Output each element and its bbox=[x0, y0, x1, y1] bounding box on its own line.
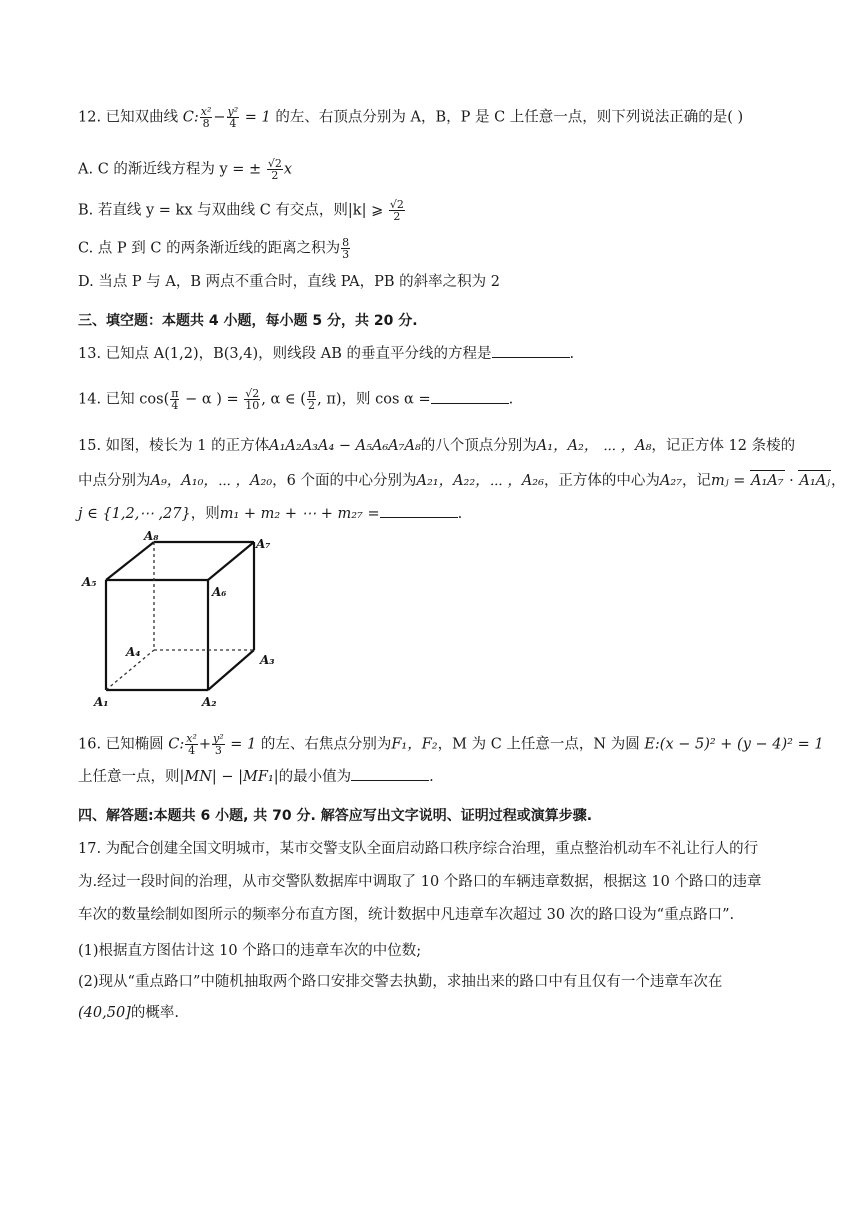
q17-line-1: 17. 为配合创建全国文明城市，某市交警支队全面启动路口秩序综合治理，重点整治机动车不礼让行人的行 bbox=[78, 841, 759, 857]
q12-option-a: A. C 的渐近线方程为 y = ± $\frac{√2}{2}$ x bbox=[78, 157, 293, 182]
q12-option-d: D. 当点 P 与 A，B 两点不重合时，直线 PA，PB 的斜率之积为 2 bbox=[78, 274, 501, 290]
fraction: $\frac{√2}{10}$ bbox=[245, 387, 260, 412]
vector-a1a7: A₁A₇ bbox=[750, 470, 785, 491]
q12-option-b: B. 若直线 y = kx 与双曲线 C 有交点，则|k| ⩾ $\frac{√2}{2}$ bbox=[78, 198, 404, 223]
answer-blank bbox=[380, 503, 458, 518]
fraction: $\frac{√2}{2}$ bbox=[389, 198, 404, 223]
vector-a1aj: A₁Aⱼ bbox=[798, 470, 831, 491]
q16-line-1: 16. 已知椭圆 C: $\frac{\text{x²}}{4}$ + $\frac{\text{y²}}{3}$ = 1 的左、右焦点分别为F₁，F₂，M 为 C 上任意一点，N 为圆 E:(x − 5)² + (y − 4)² = 1 bbox=[78, 732, 824, 757]
cube-edge bbox=[106, 542, 154, 580]
q16-line-2: 上任意一点，则|MN| − |MF₁|的最小值为 . bbox=[78, 766, 790, 787]
q17-line-3: 车次的数量绘制如图所示的频率分布直方图，统计数据中凡违章车次超过 30 次的路口设为“重点路口”. bbox=[78, 907, 735, 923]
answer-blank bbox=[431, 389, 509, 404]
cube-label: A₈ bbox=[144, 530, 159, 543]
cube-label: A₆ bbox=[212, 585, 227, 599]
q17-part-2: (2)现从“重点路口”中随机抽取两个路口安排交警去执勤，求抽出来的路口中有且仅有一个违章车次在 bbox=[78, 974, 723, 990]
fraction: $\frac{\text{x²}}{4}$ bbox=[186, 732, 197, 757]
section-heading-fill-in: 三、填空题：本题共 4 小题，每小题 5 分，共 20 分. bbox=[78, 313, 418, 329]
cube-label: A₇ bbox=[256, 537, 271, 551]
fraction: $\frac{\text{y²}}{4}$ bbox=[227, 105, 239, 130]
cube-label: A₅ bbox=[82, 575, 97, 589]
q17-line-2: 为.经过一段时间的治理，从市交警队数据库中调取了 10 个路口的车辆违章数据，根据这 10 个路口的违章 bbox=[78, 874, 762, 890]
fraction: $\frac{\pi}{4}$ bbox=[171, 387, 179, 412]
fraction: $\frac{\pi}{2}$ bbox=[307, 387, 316, 412]
q17-part-2-cont: (40,50]的概率. bbox=[78, 1005, 179, 1021]
cube-figure bbox=[74, 530, 284, 710]
q14-stem: 14. 已知 cos( $\frac{\pi}{4}$ − α ) = $\frac{√2}{10}$ , α ∈ ( $\frac{\pi}{2}$ , π)，则 cos α = . bbox=[78, 387, 514, 412]
answer-blank bbox=[492, 343, 570, 358]
q13-stem: 13. 已知点 A(1,2)，B(3,4)，则线段 AB 的垂直平分线的方程是 . bbox=[78, 343, 790, 364]
cube-label: A₁ bbox=[94, 695, 109, 709]
cube-label: A₄ bbox=[126, 645, 141, 659]
fraction: $\frac{8}{3}$ bbox=[342, 236, 350, 261]
q12-option-c: C. 点 P 到 C 的两条渐近线的距离之积为 $\frac{8}{3}$ bbox=[78, 236, 350, 261]
q12-stem: 12. 已知双曲线 C: $\frac{\text{x²}}{8}$ − $\frac{\text{y²}}{4}$ = 1 的左、右顶点分别为 A，B，P 是 C 上任意一点，则下列说法正确的是( ) bbox=[78, 105, 744, 130]
cube-label: A₂ bbox=[202, 695, 217, 709]
cube-edge bbox=[208, 542, 254, 580]
fraction: $\frac{√2}{2}$ bbox=[267, 157, 282, 182]
section-heading-solutions: 四、解答题:本题共 6 小题, 共 70 分. 解答应写出文字说明、证明过程或演算步骤. bbox=[78, 808, 593, 824]
cube-label: A₃ bbox=[260, 653, 275, 667]
fraction: $\frac{\text{x²}}{8}$ bbox=[200, 105, 212, 130]
q17-part-1: (1)根据直方图估计这 10 个路口的违章车次的中位数; bbox=[78, 943, 422, 959]
q15-line-2: 中点分别为A₉，A₁₀，⋯ ，A₂₀，6 个面的中心分别为A₂₁，A₂₂，⋯ ，A₂₆，正方体的中心为A₂₇，记mⱼ = A₁A₇ · A₁Aⱼ， bbox=[78, 470, 790, 491]
q15-line-3: j ∈ {1,2,⋯ ,27}，则m₁ + m₂ + ⋯ + m₂₇ = . bbox=[78, 503, 790, 524]
fraction: $\frac{\text{y²}}{3}$ bbox=[213, 732, 224, 757]
q15-line-1: 15. 如图，棱长为 1 的正方体A₁A₂A₃A₄ − A₅A₆A₇A₈的八个顶点分别为A₁，A₂， ⋯ ，A₈，记正方体 12 条棱的 bbox=[78, 438, 796, 454]
answer-blank bbox=[351, 766, 429, 781]
cube-edge bbox=[208, 650, 254, 690]
